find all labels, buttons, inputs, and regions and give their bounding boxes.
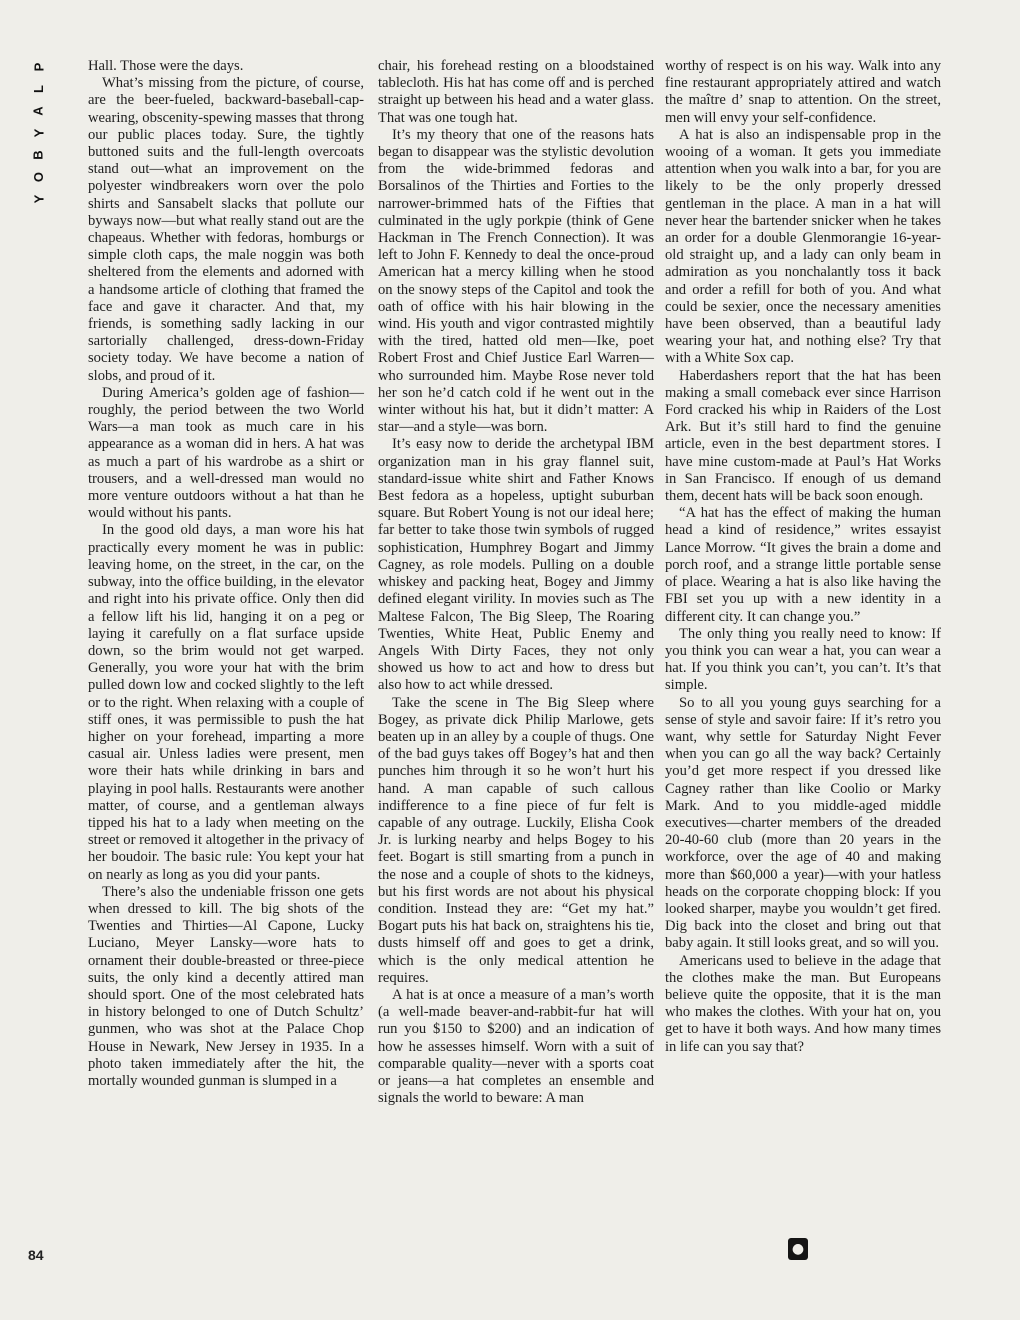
article-paragraph: Haberdashers report that the hat has been making a small comeback ever since Harrison Ford cracked his whip in Raiders of the Lost Ark. But it’s still hard to find the genuine article, even in the best department stores. I have mine custom-made at Paul’s Hat Works in San Francisco. If enough of us demand them, decent hats will be back soon enough. [665, 367, 941, 505]
article-paragraph: It’s my theory that one of the reasons hats began to disappear was the stylistic devolution from the wide-brimmed fedoras and Borsalinos of the Thirties and Forties to the narrower-brimmed hats of the Fifties that culminated in the ugly porkpie (think of Gene Hackman in The French Connection). It was left to John F. Kennedy to deal the once-proud American hat a mercy killing when he stood on the snowy steps of the Capitol and took the oath of office with his hair blowing in the wind. His youth and vigor contrasted mightily with the tired, hatted old men—Ike, poet Robert Frost and Chief Justice Earl Warren—who surrounded him. Maybe Rose never told her son he’d catch cold if he went out in the winter without his hat, but it didn’t matter: A star—and a style—was born. [378, 126, 654, 436]
masthead-letter: P [30, 62, 46, 72]
text-column-2 [378, 58, 654, 1107]
article-paragraph: A hat is at once a measure of a man’s worth (a well-made beaver-and-rabbit-fur hat will run you $150 to $200) and an indication of how he assesses himself. Worn with a suit of comparable quality—never with a sports coat or jeans—a hat completes an ensemble and signals the world to beware: A man [378, 986, 654, 1107]
article-paragraph: The only thing you really need to know: If you think you can wear a hat, you can wear a hat. If you think you can’t, you can’t. It’s that simple. [665, 625, 941, 694]
article-paragraph: In the good old days, a man wore his hat practically every moment he was in public: leaving home, on the street, in the car, on the subway, into the office building, in the elevator and right into his private office. Only then did a fellow lift his lid, hanging it on a peg or laying it carefully on a flat surface upside down, so the brim would not get warped. Generally, you wore your hat with the brim pulled down low and cocked slightly to the left or to the right. When relaxing with a couple of stiff ones, it was permissible to push the hat higher on your forehead, imparting a more casual air. Unless ladies were present, men wore their hats while drinking in bars and playing in pool halls. Restaurants were another matter, of course, and a gentleman always tipped his hat to a lady when meeting on the street or removed it altogether in the privacy of her boudoir. The basic rule: You kept your hat on nearly as long as you did your pants. [88, 522, 364, 883]
page-number: 84 [28, 1247, 44, 1263]
article-paragraph: worthy of respect is on his way. Walk into any fine restaurant appropriately attired and watch the maître d’ snap to attention. On the street, men will envy your self-confidence. [665, 58, 941, 126]
article-paragraph: Take the scene in The Big Sleep where Bogey, as private dick Philip Marlowe, gets beaten up in an alley by a couple of thugs. One of the bad guys takes off Bogey’s hat and then punches him through it so he won’t hurt his hand. A man capable of such callous indifference to a fine piece of fur felt is capable of any outrage. Luckily, Elisha Cook Jr. is lurking nearby and helps Bogey to his feet. Bogart is still smarting from a punch in the nose and a couple of shots to the kidneys, but his first words are not about his physical condition. Instead they are: “Get my hat.” Bogart puts his hat back on, straightens his tie, dusts himself off and goes to get a drink, which is the only medical attention he requires. [378, 694, 654, 986]
text-column-1 [88, 58, 364, 1090]
article-paragraph: During America’s golden age of fashion—roughly, the period between the two World Wars—a man took as much care in his appearance as a woman did in hers. A hat was as much a part of his wardrobe as a shirt or trousers, and a well-dressed man would no more venture outdoors without a hat than he would without his pants. [88, 384, 364, 522]
masthead-letter: Y [30, 194, 46, 204]
article-paragraph: So to all you young guys searching for a sense of style and savoir faire: If it’s retro you want, why settle for Saturday Night Fever when you can go all the way back? Certainly you’d get more respect if you dressed like Cagney rather than like Coolio or Marky Mark. And to you middle-aged middle executives—charter members of the dreaded 20-40-60 club (more than 20 years in the workforce, over the age of 40 and making more than $60,000 a year)—with your hatless heads on the corporate chopping block: If you looked sharper, maybe you wouldn’t get fired. Dig back into the closet and bring out that baby again. It still looks great, and so will you. [665, 694, 941, 952]
article-paragraph: It’s easy now to deride the archetypal IBM organization man in his gray flannel suit, standard-issue white shirt and Father Knows Best fedora as a hopeless, uptight suburban square. But Robert Young is not our ideal here; far better to take those twin symbols of rugged sophistication, Humphrey Bogart and Jimmy Cagney, as role models. Pulling on a double whiskey and packing heat, Bogey and Jimmy defined elegant virility. In movies such as The Maltese Falcon, The Big Sleep, The Roaring Twenties, White Heat, Public Enemy and Angels With Dirty Faces, they not only showed us how to act and how to dress but also how to act while dressed. [378, 436, 654, 694]
article-paragraph: There’s also the undeniable frisson one gets when dressed to kill. The big shots of the Twenties and Thirties—Al Capone, Lucky Luciano, Meyer Lansky—wore hats to ornament their double-breasted or three-piece suits, the only kind a decently attired man should sport. One of the most celebrated hats in history belonged to one of Dutch Schultz’ gunmen, who was shot at the Palace Chop House in Newark, New Jersey in 1935. In a photo taken immediately after the hit, the mortally wounded gunman is slumped in a [88, 883, 364, 1089]
masthead-letter: B [30, 150, 46, 160]
bunny-logo-icon: ● [788, 1238, 808, 1260]
article-paragraph: Hall. Those were the days. [88, 58, 244, 74]
masthead-letter: L [30, 85, 46, 93]
article-paragraph: “A hat has the effect of making the human head a kind of residence,” writes essayist Lance Morrow. “It gives the brain a dome and porch roof, and a strange little portable sense of place. Wearing a hat is also like having the FBI set you up with a new identity in a different city. It can change you.” [665, 505, 941, 625]
masthead-letter: O [31, 171, 46, 183]
masthead-letter: A [30, 106, 46, 116]
article-paragraph: What’s missing from the picture, of course, are the beer-fueled, backward-baseball-cap-wearing, obscenity-spewing masses that throng our public places today. Sure, the tightly buttoned suits and the full-length overcoats stand out—what an improvement on the polyester windbreakers worn over the polo shirts and Sansabelt slacks that pollute our byways now—but what really stand out are the chapeaus. Whether with fedoras, homburgs or simple cloth caps, the male noggin was both sheltered from the elements and adorned with a handsome article of clothing that framed the face and gave it character. And that, my friends, is something sadly lacking in our sartorially challenged, dress-down-Friday society today. We have become a nation of slobs, and proud of it. [88, 75, 365, 384]
article-paragraph: Americans used to believe in the adage that the clothes make the man. But Europeans believe quite the opposite, that it is the man who makes the clothes. With your hat on, you get to have it both ways. And how many times in life can you say that? [665, 952, 941, 1055]
article-paragraph: A hat is also an indispensable prop in the wooing of a woman. It gets you immediate attention when you walk into a bar, for you are likely to be the only properly dressed gentleman in the place. A man in a hat will never hear the bartender snicker when he takes an order for a double Glenmorangie 16-year-old straight up, and a lady can only beam in admiration as you nonchalantly toss it back and order a refill for both of you. And what could be sexier, once the necessary amenities have been observed, than a beautiful lady wearing your hat, and nothing else? Try that with a White Sox cap. [665, 126, 941, 367]
magazine-masthead [28, 56, 50, 210]
article-paragraph: chair, his forehead resting on a bloodstained tablecloth. His hat has come off and is perched straight up between his head and a water glass. That was one tough hat. [378, 58, 654, 126]
masthead-letter: Y [30, 128, 46, 138]
text-column-3 [665, 58, 941, 1056]
